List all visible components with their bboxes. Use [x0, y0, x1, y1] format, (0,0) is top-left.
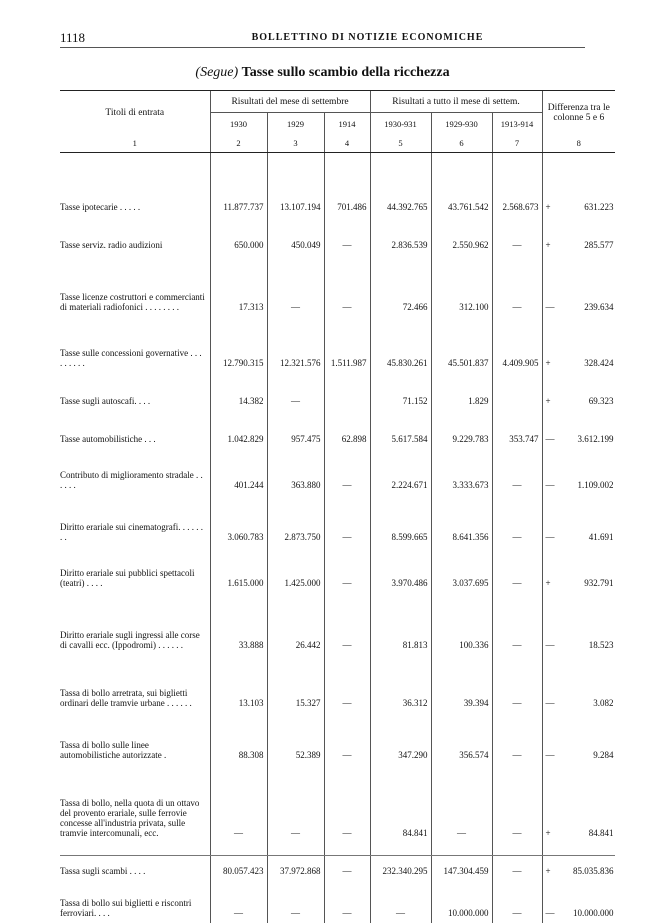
table-cell [324, 373, 370, 411]
column-index: 6 [431, 135, 492, 153]
column-index: 8 [542, 135, 615, 153]
table-cell: — [492, 881, 542, 923]
table-cell: — [324, 713, 370, 765]
table-cell: — [324, 765, 370, 843]
difference-value: 3.082 [558, 698, 614, 708]
column-index: 2 [210, 135, 267, 153]
table-row [60, 255, 615, 317]
table-cell: 2.568.673 [492, 179, 542, 217]
table-row [60, 373, 615, 411]
table-body [60, 153, 615, 923]
year-header: 1930 [210, 113, 267, 135]
difference-value: 328.424 [558, 358, 614, 368]
table-cell: — [492, 547, 542, 593]
table-cell: 356.574 [431, 713, 492, 765]
difference-value: 932.791 [558, 578, 614, 588]
table-cell: 347.290 [370, 713, 431, 765]
difference-cell [542, 495, 615, 547]
difference-sign: — [546, 640, 558, 650]
group-header-differenza: Differenza tra le colonne 5 e 6 [542, 91, 615, 135]
difference-sign: — [546, 302, 558, 312]
title-prefix: (Segue) [195, 65, 238, 80]
table-cell: — [324, 217, 370, 255]
table-cell: 81.813 [370, 593, 431, 655]
table-cell: 1.829 [431, 373, 492, 411]
row-label: Tassa di bollo, nella quota di un ottavo del provento erariale, sulle ferrovie concesse all'industria privata, sulle tramvie intercomunali, ecc. [60, 765, 210, 843]
table-row [60, 495, 615, 547]
table-cell: 10.000.000 [431, 881, 492, 923]
table-cell: — [492, 713, 542, 765]
difference-value: 10.000.000 [558, 908, 614, 918]
table-row [60, 179, 615, 217]
table-cell: 363.880 [267, 449, 324, 495]
table-cell: 100.336 [431, 593, 492, 655]
header-rule [60, 47, 585, 48]
revenue-table [60, 90, 615, 923]
table-cell: 12.790.315 [210, 317, 267, 373]
column-index: 4 [324, 135, 370, 153]
table-cell: 15.327 [267, 655, 324, 713]
row-label: Diritto erariale sui cinematografi. . . . . . . . [60, 495, 210, 547]
table-cell: 39.394 [431, 655, 492, 713]
running-title: BOLLETTINO DI NOTIZIE ECONOMICHE [150, 32, 585, 43]
table-row [60, 765, 615, 843]
table-cell: — [324, 655, 370, 713]
difference-cell [542, 411, 615, 449]
table-cell: 701.486 [324, 179, 370, 217]
table-cell [492, 373, 542, 411]
difference-value: 1.109.002 [558, 480, 614, 490]
year-header: 1913-914 [492, 113, 542, 135]
table-cell: 3.037.695 [431, 547, 492, 593]
difference-value: 84.841 [558, 828, 614, 838]
table-cell: 71.152 [370, 373, 431, 411]
title-text: Tasse sullo scambio della ricchezza [242, 65, 450, 80]
column-index: 1 [60, 135, 210, 153]
table-cell: 3.970.486 [370, 547, 431, 593]
group-header-tutto: Risultati a tutto il mese di settem. [370, 91, 542, 113]
difference-cell [542, 317, 615, 373]
table-cell: — [210, 765, 267, 843]
table-cell: 3.060.783 [210, 495, 267, 547]
table-cell: 45.830.261 [370, 317, 431, 373]
difference-sign: — [546, 750, 558, 760]
table-cell: — [267, 373, 324, 411]
difference-cell [542, 217, 615, 255]
table-row [60, 843, 615, 881]
table-cell: — [267, 881, 324, 923]
table-cell: 17.313 [210, 255, 267, 317]
difference-sign: + [546, 828, 558, 838]
difference-value: 41.691 [558, 532, 614, 542]
table-cell: 1.511.987 [324, 317, 370, 373]
table-cell: — [324, 843, 370, 881]
difference-sign: + [546, 202, 558, 212]
table-cell: 232.340.295 [370, 843, 431, 881]
row-label: Tassa sugli scambi . . . . [60, 843, 210, 881]
table-row [60, 547, 615, 593]
table-row [60, 655, 615, 713]
difference-sign: + [546, 866, 558, 876]
table-cell: 33.888 [210, 593, 267, 655]
difference-sign: + [546, 396, 558, 406]
table-cell: 37.972.868 [267, 843, 324, 881]
table-cell: 401.244 [210, 449, 267, 495]
table-cell: — [210, 881, 267, 923]
group-header-settembre: Risultati del mese di settembre [210, 91, 370, 113]
table-cell: — [324, 547, 370, 593]
row-label: Diritto erariale sugli ingressi alle corse di cavalli ecc. (Ippodromi) . . . . . . [60, 593, 210, 655]
row-label: Diritto erariale sui pubblici spettacoli (teatri) . . . . [60, 547, 210, 593]
difference-sign: — [546, 434, 558, 444]
table-cell: 45.501.837 [431, 317, 492, 373]
table-cell: — [492, 655, 542, 713]
difference-sign: + [546, 240, 558, 250]
table-cell: 1.425.000 [267, 547, 324, 593]
table-cell: 9.229.783 [431, 411, 492, 449]
table-cell: 72.466 [370, 255, 431, 317]
row-label: Tassa di bollo sui biglietti e riscontri ferroviari. . . . [60, 881, 210, 923]
row-label: Tasse sulle concessioni governative . . . . . . . . . [60, 317, 210, 373]
table-cell: 26.442 [267, 593, 324, 655]
page-number: 1118 [60, 30, 85, 46]
table-header [60, 91, 615, 153]
difference-value: 85.035.836 [558, 866, 614, 876]
difference-sign: — [546, 698, 558, 708]
table-cell: 1.042.829 [210, 411, 267, 449]
table-cell: — [267, 765, 324, 843]
year-header: 1930-931 [370, 113, 431, 135]
table-cell: 14.382 [210, 373, 267, 411]
difference-cell [542, 373, 615, 411]
bottom-rule [60, 855, 615, 856]
table-cell: — [370, 881, 431, 923]
page-header [60, 30, 585, 46]
table-cell: 13.103 [210, 655, 267, 713]
difference-sign: — [546, 908, 558, 918]
year-header: 1929-930 [431, 113, 492, 135]
difference-sign: + [546, 358, 558, 368]
table-cell: 84.841 [370, 765, 431, 843]
table-row [60, 713, 615, 765]
table-cell: — [492, 495, 542, 547]
table-cell: — [324, 255, 370, 317]
difference-value: 631.223 [558, 202, 614, 212]
table-cell: 650.000 [210, 217, 267, 255]
difference-cell [542, 881, 615, 923]
table-cell: — [431, 765, 492, 843]
table-row [60, 449, 615, 495]
difference-cell [542, 449, 615, 495]
table-cell: — [492, 593, 542, 655]
table-cell: — [324, 495, 370, 547]
table-cell: 13.107.194 [267, 179, 324, 217]
difference-cell [542, 655, 615, 713]
difference-value: 69.323 [558, 396, 614, 406]
table-cell: — [492, 449, 542, 495]
table-cell: 957.475 [267, 411, 324, 449]
table-cell: 2.224.671 [370, 449, 431, 495]
table-cell: 12.321.576 [267, 317, 324, 373]
table-cell: 2.873.750 [267, 495, 324, 547]
table-cell: 1.615.000 [210, 547, 267, 593]
table-cell: 312.100 [431, 255, 492, 317]
difference-cell [542, 593, 615, 655]
table-cell: 8.641.356 [431, 495, 492, 547]
table-cell: 2.550.962 [431, 217, 492, 255]
difference-cell [542, 255, 615, 317]
difference-sign: — [546, 480, 558, 490]
table-cell: 52.389 [267, 713, 324, 765]
table-cell: 2.836.539 [370, 217, 431, 255]
table-row [60, 317, 615, 373]
table-cell: 450.049 [267, 217, 324, 255]
table-cell: 3.333.673 [431, 449, 492, 495]
table-cell: — [492, 765, 542, 843]
table-cell: — [267, 255, 324, 317]
table-cell: 8.599.665 [370, 495, 431, 547]
table-cell: 353.747 [492, 411, 542, 449]
difference-sign: + [546, 578, 558, 588]
table-cell: 4.409.905 [492, 317, 542, 373]
difference-value: 18.523 [558, 640, 614, 650]
table-cell: — [324, 881, 370, 923]
table-cell: 11.877.737 [210, 179, 267, 217]
year-header: 1929 [267, 113, 324, 135]
row-label: Tasse ipotecarie . . . . . [60, 179, 210, 217]
table-cell: 147.304.459 [431, 843, 492, 881]
table-cell: 88.308 [210, 713, 267, 765]
difference-cell [542, 713, 615, 765]
row-label: Tassa di bollo sulle linee automobilistiche autorizzate . [60, 713, 210, 765]
table-cell: — [324, 593, 370, 655]
table-title [60, 65, 585, 81]
table-row [60, 411, 615, 449]
table-row [60, 593, 615, 655]
difference-cell [542, 843, 615, 881]
table-cell: — [492, 843, 542, 881]
row-label: Tassa di bollo arretrata, sui biglietti ordinari delle tramvie urbane . . . . . . [60, 655, 210, 713]
table-cell: 80.057.423 [210, 843, 267, 881]
column-index: 5 [370, 135, 431, 153]
table-cell: — [324, 449, 370, 495]
table-row [60, 217, 615, 255]
year-header: 1914 [324, 113, 370, 135]
column-index: 7 [492, 135, 542, 153]
table-cell: 5.617.584 [370, 411, 431, 449]
table-row [60, 881, 615, 923]
difference-value: 285.577 [558, 240, 614, 250]
difference-value: 3.612.199 [558, 434, 614, 444]
difference-cell [542, 765, 615, 843]
difference-cell [542, 547, 615, 593]
difference-value: 239.634 [558, 302, 614, 312]
table-cell: — [492, 217, 542, 255]
table-cell: 44.392.765 [370, 179, 431, 217]
difference-cell [542, 179, 615, 217]
row-label: Tasse licenze costruttori e commercianti di materiali radiofonici . . . . . . . . [60, 255, 210, 317]
table-cell: 62.898 [324, 411, 370, 449]
row-label: Tasse automobilistiche . . . [60, 411, 210, 449]
table-cell: 43.761.542 [431, 179, 492, 217]
row-title-header: Titoli di entrata [60, 91, 210, 135]
row-label: Contributo di miglioramento stradale . . . . . . [60, 449, 210, 495]
column-index: 3 [267, 135, 324, 153]
difference-value: 9.284 [558, 750, 614, 760]
table-cell: 36.312 [370, 655, 431, 713]
difference-sign: — [546, 532, 558, 542]
row-label: Tasse sugli autoscafi. . . . [60, 373, 210, 411]
row-label: Tasse serviz. radio audizioni [60, 217, 210, 255]
table-cell: — [492, 255, 542, 317]
